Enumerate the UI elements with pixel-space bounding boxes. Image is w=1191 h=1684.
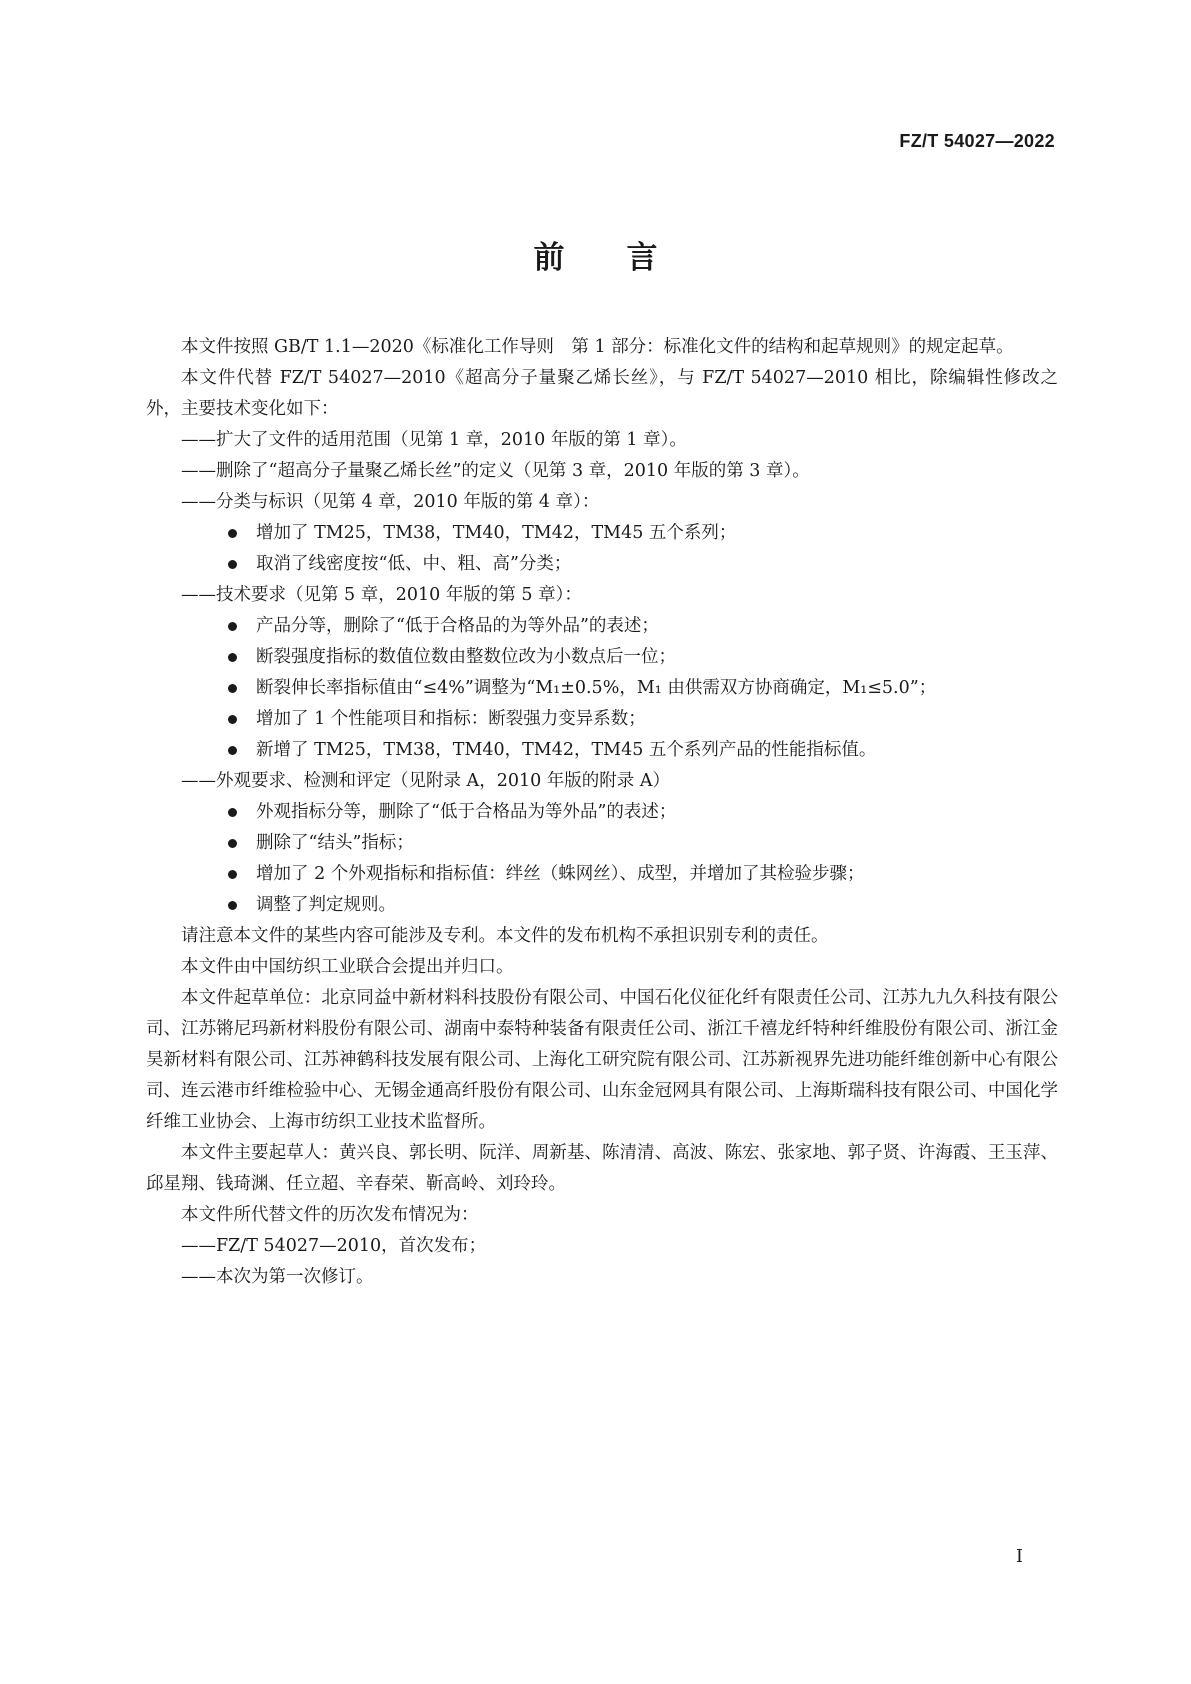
bullet-item	[146, 797, 1058, 828]
bullet-text: 增加了 2 个外观指标和指标值：绊丝（蛛网丝）、成型，并增加了其检验步骤；	[256, 864, 865, 884]
foreword-content	[146, 332, 1058, 1293]
bullet-text: 删除了“结头”指标；	[256, 833, 414, 853]
bullet-dot-icon	[228, 684, 237, 693]
bullet-dot-icon	[228, 653, 237, 662]
change-item: ——分类与标识（见第 4 章，2010 年版的第 4 章）：	[181, 492, 600, 512]
change-item: ——技术要求（见第 5 章，2010 年版的第 5 章）：	[181, 585, 582, 605]
bullet-item	[146, 735, 1058, 766]
paragraph: 本文件按照 GB/T 1.1—2020《标准化工作导则 第 1 部分：标准化文件的结构和起草规则》的规定起草。	[181, 337, 1014, 357]
change-item: ——FZ/T 54027—2010，首次发布；	[181, 1236, 487, 1256]
bullet-text: 增加了 TM25，TM38，TM40，TM42，TM45 五个系列；	[256, 523, 737, 543]
bullet-dot-icon	[228, 901, 237, 910]
bullet-item	[146, 673, 1058, 704]
paragraph: 本文件起草单位：北京同益中新材料科技股份有限公司、中国石化仪征化纤有限责任公司、江苏九九久科技有限公司、江苏锵尼玛新材料股份有限公司、湖南中泰特种装备有限责任公司、浙江千禧龙纤特种纤维股份有限公司、浙江金昊新材料有限公司、江苏神鹤科技发展有限公司、上海化工研究院有限公司、江苏新视界先进功能纤维创新中心有限公司、连云港市纤维检验中心、无锡金通高纤股份有限公司、山东金冠网具有限公司、上海斯瑞科技有限公司、中国化学纤维工业协会、上海市纺织工业技术监督所。	[146, 988, 1058, 1132]
change-item: ——删除了“超高分子量聚乙烯长丝”的定义（见第 3 章，2010 年版的第 3 章）。	[181, 461, 810, 481]
bullet-text: 取消了线密度按“低、中、粗、高”分类；	[256, 554, 572, 574]
paragraph: 本文件所代替文件的历次发布情况为：	[181, 1205, 479, 1225]
bullet-text: 增加了 1 个性能项目和指标：断裂强力变异系数；	[256, 709, 646, 729]
change-item: ——本次为第一次修订。	[181, 1267, 374, 1287]
page-number: I	[1015, 1546, 1023, 1567]
bullet-item	[146, 611, 1058, 642]
bullet-item	[146, 890, 1058, 921]
bullet-item	[146, 518, 1058, 549]
paragraph: 本文件由中国纺织工业联合会提出并归口。	[181, 957, 514, 977]
bullet-text: 断裂强度指标的数值位数由整数位改为小数点后一位；	[256, 647, 676, 667]
bullet-text: 外观指标分等，删除了“低于合格品为等外品”的表述；	[256, 802, 677, 822]
bullet-dot-icon	[228, 839, 237, 848]
document-code: FZ/T 54027—2022	[899, 131, 1055, 151]
bullet-item	[146, 704, 1058, 735]
bullet-item	[146, 828, 1058, 859]
bullet-text: 断裂伸长率指标值由“≤4%”调整为“M₁±0.5%，M₁ 由供需双方协商确定，M₁≤5.0”；	[256, 678, 937, 698]
bullet-text: 新增了 TM25，TM38，TM40，TM42，TM45 五个系列产品的性能指标值。	[256, 740, 877, 760]
change-item: ——扩大了文件的适用范围（见第 1 章，2010 年版的第 1 章）。	[181, 430, 687, 450]
bullet-dot-icon	[228, 808, 237, 817]
paragraph: 本文件主要起草人：黄兴良、郭长明、阮洋、周新基、陈清清、高波、陈宏、张家地、郭子贤、许海霞、王玉萍、邱星翔、钱琦渊、任立超、辛春荣、靳高岭、刘玲玲。	[146, 1143, 1058, 1194]
bullet-item	[146, 549, 1058, 580]
change-item: ——外观要求、检测和评定（见附录 A，2010 年版的附录 A）	[181, 771, 670, 791]
bullet-item	[146, 642, 1058, 673]
bullet-dot-icon	[228, 560, 237, 569]
bullet-dot-icon	[228, 715, 237, 724]
bullet-dot-icon	[228, 746, 237, 755]
bullet-text: 产品分等，删除了“低于合格品的为等外品”的表述；	[256, 616, 659, 636]
paragraph: 请注意本文件的某些内容可能涉及专利。本文件的发布机构不承担识别专利的责任。	[181, 926, 829, 946]
page-title: 前言	[533, 240, 720, 276]
bullet-item	[146, 859, 1058, 890]
bullet-text: 调整了判定规则。	[256, 895, 396, 915]
paragraph: 本文件代替 FZ/T 54027—2010《超高分子量聚乙烯长丝》，与 FZ/T 54027—2010 相比，除编辑性修改之外，主要技术变化如下：	[146, 368, 1058, 419]
bullet-dot-icon	[228, 870, 237, 879]
bullet-dot-icon	[228, 529, 237, 538]
bullet-dot-icon	[228, 622, 237, 631]
